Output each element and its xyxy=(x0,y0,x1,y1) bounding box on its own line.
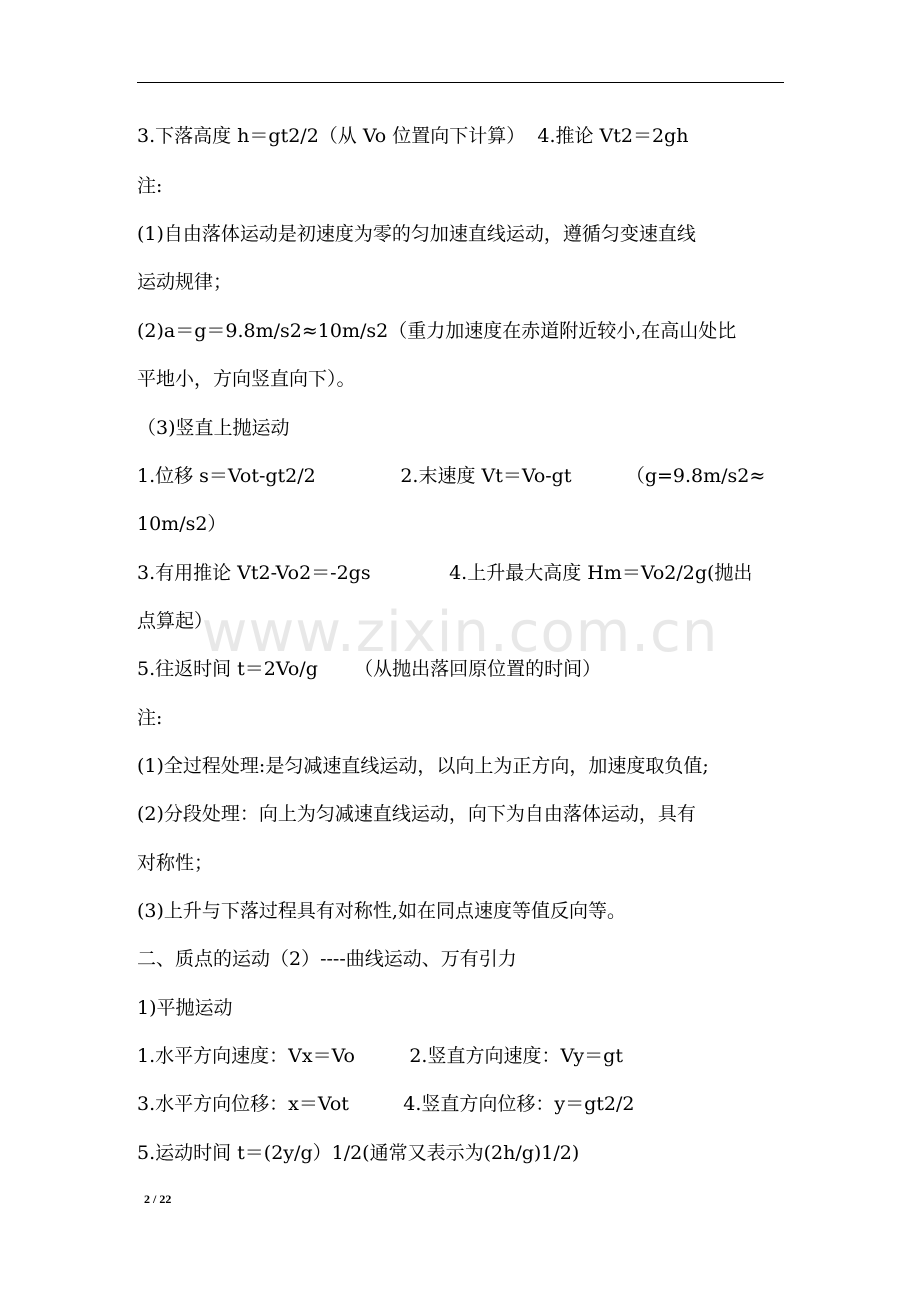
text-line: 注: xyxy=(137,707,163,729)
text-line: (2)a＝g＝9.8m/s2≈10m/s2（重力加速度在赤道附近较小,在高山处比 xyxy=(137,320,737,342)
text-line: 1)平抛运动 xyxy=(137,997,233,1019)
text-line: 10m/s2） xyxy=(137,513,227,535)
text-line: 3.下落高度 h＝gt2/2（从 Vo 位置向下计算） 4.推论 Vt2＝2gh xyxy=(137,125,689,147)
text-line: (1)自由落体运动是初速度为零的匀加速直线运动，遵循匀变速直线 xyxy=(137,223,696,245)
text-line: (3)上升与下落过程具有对称性,如在同点速度等值反向等。 xyxy=(137,900,626,922)
section-heading: 二、质点的运动（2）----曲线运动、万有引力 xyxy=(137,948,517,970)
text-line: (1)全过程处理:是匀减速直线运动，以向上为正方向，加速度取负值; xyxy=(137,755,709,777)
text-line: 3.水平方向位移：x＝Vot 4.竖直方向位移：y＝gt2/2 xyxy=(137,1093,635,1115)
text-line: 3.有用推论 Vt2-Vo2＝-2gs 4.上升最大高度 Hm＝Vo2/2g(抛出 xyxy=(137,562,753,584)
text-line: 1.水平方向速度：Vx＝Vo 2.竖直方向速度：Vy＝gt xyxy=(137,1045,623,1067)
text-line: 1.位移 s＝Vot-gt2/2 2.末速度 Vt＝Vo-gt （g=9.8m/s2≈ xyxy=(137,465,766,487)
page-number: 2 / 22 xyxy=(144,1192,172,1206)
text-line: 5.运动时间 t＝(2y/g）1/2(通常又表示为(2h/g)1/2) xyxy=(137,1142,580,1164)
text-line: (2)分段处理：向上为匀减速直线运动，向下为自由落体运动，具有 xyxy=(137,803,696,825)
text-line: 对称性； xyxy=(137,852,214,874)
text-line: 运动规律； xyxy=(137,271,233,293)
text-line: 平地小，方向竖直向下）。 xyxy=(137,368,356,390)
text-line: 注: xyxy=(137,175,163,197)
watermark: www.zixin.com.cn xyxy=(201,600,719,665)
text-line: （3)竖直上抛运动 xyxy=(137,417,290,439)
text-line: 点算起） xyxy=(137,610,214,632)
text-line: 5.往返时间 t＝2Vo/g （从抛出落回原位置的时间） xyxy=(137,658,602,680)
header-rule xyxy=(137,82,784,83)
